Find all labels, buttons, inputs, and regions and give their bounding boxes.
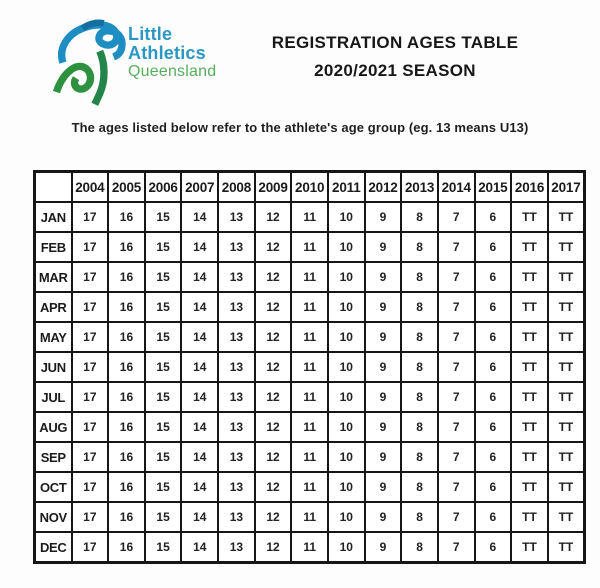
age-cell: 8 <box>401 202 438 232</box>
age-cell: 17 <box>72 442 109 472</box>
age-cell: TT <box>548 412 585 442</box>
table-row <box>35 382 585 412</box>
age-cell: 16 <box>108 292 145 322</box>
age-cell: 15 <box>145 442 182 472</box>
age-cell: 14 <box>181 232 218 262</box>
age-cell: 12 <box>255 442 292 472</box>
age-cell: 16 <box>108 352 145 382</box>
age-cell: TT <box>548 472 585 502</box>
age-cell: 13 <box>218 352 255 382</box>
age-cell: 6 <box>475 202 512 232</box>
table-row <box>35 292 585 322</box>
age-cell: 14 <box>181 442 218 472</box>
age-cell: 8 <box>401 532 438 563</box>
age-cell: 6 <box>475 442 512 472</box>
age-cell: 16 <box>108 232 145 262</box>
age-cell: 17 <box>72 502 109 532</box>
age-cell: 13 <box>218 382 255 412</box>
age-cell: 11 <box>291 292 328 322</box>
age-cell: 16 <box>108 382 145 412</box>
age-cell: 13 <box>218 292 255 322</box>
month-label: JAN <box>35 202 72 232</box>
age-cell: 15 <box>145 382 182 412</box>
title-line-1: REGISTRATION AGES TABLE <box>271 33 519 52</box>
year-header: 2008 <box>218 172 255 203</box>
ages-table-body <box>35 202 585 563</box>
table-row <box>35 502 585 532</box>
age-cell: 9 <box>365 232 402 262</box>
age-cell: 6 <box>475 352 512 382</box>
age-cell: 8 <box>401 412 438 442</box>
year-header: 2016 <box>511 172 548 203</box>
age-cell: 13 <box>218 262 255 292</box>
age-cell: 17 <box>72 352 109 382</box>
month-label: FEB <box>35 232 72 262</box>
age-cell: 12 <box>255 322 292 352</box>
age-cell: 12 <box>255 292 292 322</box>
age-cell: 11 <box>291 472 328 502</box>
age-cell: 10 <box>328 292 365 322</box>
month-label: JUL <box>35 382 72 412</box>
age-cell: 6 <box>475 382 512 412</box>
age-cell: 9 <box>365 322 402 352</box>
month-label: NOV <box>35 502 72 532</box>
table-row <box>35 472 585 502</box>
age-cell: 12 <box>255 382 292 412</box>
corner-cell <box>35 172 72 203</box>
logo-word-queensland: Queensland <box>128 63 217 80</box>
year-header: 2014 <box>438 172 475 203</box>
age-cell: 6 <box>475 502 512 532</box>
age-cell: TT <box>548 502 585 532</box>
age-cell: 8 <box>401 472 438 502</box>
age-cell: 15 <box>145 412 182 442</box>
registration-ages-table <box>33 170 586 564</box>
age-cell: 9 <box>365 352 402 382</box>
age-cell: 10 <box>328 442 365 472</box>
age-cell: 15 <box>145 352 182 382</box>
age-cell: TT <box>511 532 548 563</box>
age-cell: 12 <box>255 232 292 262</box>
age-group-note: The ages listed below refer to the athlete's age group (eg. 13 means U13) <box>71 120 529 135</box>
age-cell: 10 <box>328 382 365 412</box>
age-cell: 7 <box>438 202 475 232</box>
age-cell: 13 <box>218 412 255 442</box>
age-cell: 11 <box>291 382 328 412</box>
age-cell: TT <box>548 322 585 352</box>
age-cell: 10 <box>328 352 365 382</box>
month-label: JUN <box>35 352 72 382</box>
age-cell: 15 <box>145 202 182 232</box>
age-cell: 12 <box>255 472 292 502</box>
age-cell: 9 <box>365 532 402 563</box>
age-cell: 14 <box>181 202 218 232</box>
age-cell: 12 <box>255 202 292 232</box>
age-cell: 8 <box>401 322 438 352</box>
age-cell: TT <box>548 442 585 472</box>
age-cell: 11 <box>291 532 328 563</box>
year-header: 2017 <box>548 172 585 203</box>
age-cell: TT <box>548 202 585 232</box>
little-athletics-queensland-logo <box>52 10 242 112</box>
age-cell: TT <box>511 262 548 292</box>
age-cell: 11 <box>291 322 328 352</box>
age-cell: 11 <box>291 502 328 532</box>
age-cell: TT <box>548 292 585 322</box>
year-header-row <box>35 172 585 203</box>
age-cell: 6 <box>475 412 512 442</box>
age-cell: 16 <box>108 322 145 352</box>
age-cell: 11 <box>291 352 328 382</box>
age-cell: 6 <box>475 292 512 322</box>
age-cell: 6 <box>475 322 512 352</box>
age-cell: 7 <box>438 472 475 502</box>
month-label: SEP <box>35 442 72 472</box>
title-line-2: 2020/2021 SEASON <box>314 61 476 80</box>
month-label: AUG <box>35 412 72 442</box>
age-cell: 10 <box>328 322 365 352</box>
age-cell: 14 <box>181 262 218 292</box>
age-cell: TT <box>511 502 548 532</box>
age-cell: 12 <box>255 352 292 382</box>
age-cell: 7 <box>438 382 475 412</box>
age-cell: 8 <box>401 502 438 532</box>
age-cell: 7 <box>438 352 475 382</box>
age-cell: 7 <box>438 412 475 442</box>
age-cell: 14 <box>181 532 218 563</box>
age-cell: TT <box>548 352 585 382</box>
age-cell: 7 <box>438 442 475 472</box>
age-cell: 15 <box>145 472 182 502</box>
age-cell: 9 <box>365 292 402 322</box>
age-cell: 17 <box>72 472 109 502</box>
age-cell: 8 <box>401 292 438 322</box>
age-cell: 9 <box>365 262 402 292</box>
age-cell: 10 <box>328 262 365 292</box>
age-cell: 7 <box>438 532 475 563</box>
age-cell: 13 <box>218 322 255 352</box>
age-cell: 7 <box>438 292 475 322</box>
logo-word-athletics: Athletics <box>128 43 206 63</box>
age-cell: 13 <box>218 472 255 502</box>
age-cell: 17 <box>72 292 109 322</box>
age-cell: 11 <box>291 262 328 292</box>
month-label: MAY <box>35 322 72 352</box>
age-cell: 8 <box>401 442 438 472</box>
month-label: APR <box>35 292 72 322</box>
age-cell: TT <box>548 262 585 292</box>
age-cell: 17 <box>72 202 109 232</box>
age-cell: 16 <box>108 202 145 232</box>
age-cell: 9 <box>365 442 402 472</box>
table-row <box>35 532 585 563</box>
age-cell: 9 <box>365 502 402 532</box>
age-cell: 7 <box>438 322 475 352</box>
age-cell: 7 <box>438 502 475 532</box>
age-cell: TT <box>511 232 548 262</box>
age-cell: TT <box>511 352 548 382</box>
age-cell: 16 <box>108 412 145 442</box>
age-cell: 10 <box>328 532 365 563</box>
age-cell: TT <box>511 472 548 502</box>
age-cell: 12 <box>255 412 292 442</box>
age-cell: 13 <box>218 502 255 532</box>
table-row <box>35 412 585 442</box>
age-cell: 13 <box>218 442 255 472</box>
year-header: 2004 <box>72 172 109 203</box>
year-header: 2013 <box>401 172 438 203</box>
age-cell: 15 <box>145 262 182 292</box>
table-row <box>35 232 585 262</box>
age-cell: 9 <box>365 412 402 442</box>
age-cell: 9 <box>365 382 402 412</box>
age-cell: TT <box>511 292 548 322</box>
year-header: 2007 <box>181 172 218 203</box>
age-cell: 14 <box>181 472 218 502</box>
age-cell: 13 <box>218 232 255 262</box>
year-header: 2015 <box>475 172 512 203</box>
table-row <box>35 262 585 292</box>
age-cell: 16 <box>108 472 145 502</box>
age-cell: TT <box>511 412 548 442</box>
age-cell: 14 <box>181 382 218 412</box>
age-cell: 10 <box>328 202 365 232</box>
table-row <box>35 202 585 232</box>
age-cell: 14 <box>181 502 218 532</box>
age-cell: TT <box>548 532 585 563</box>
age-cell: 17 <box>72 382 109 412</box>
month-label: MAR <box>35 262 72 292</box>
age-cell: 6 <box>475 532 512 563</box>
age-cell: 11 <box>291 202 328 232</box>
logo-word-little: Little <box>128 24 173 44</box>
age-cell: 12 <box>255 262 292 292</box>
page-title <box>240 33 550 81</box>
age-cell: 16 <box>108 262 145 292</box>
age-cell: 10 <box>328 502 365 532</box>
year-header: 2010 <box>291 172 328 203</box>
age-cell: 15 <box>145 292 182 322</box>
age-cell: 11 <box>291 442 328 472</box>
age-cell: 17 <box>72 322 109 352</box>
age-cell: 13 <box>218 532 255 563</box>
age-cell: 7 <box>438 262 475 292</box>
table-row <box>35 442 585 472</box>
age-cell: TT <box>511 442 548 472</box>
age-cell: 7 <box>438 232 475 262</box>
age-cell: 10 <box>328 472 365 502</box>
age-cell: 15 <box>145 502 182 532</box>
year-header: 2009 <box>255 172 292 203</box>
age-cell: 17 <box>72 262 109 292</box>
age-cell: 14 <box>181 292 218 322</box>
year-header: 2012 <box>365 172 402 203</box>
age-cell: 11 <box>291 232 328 262</box>
age-cell: 9 <box>365 472 402 502</box>
year-header: 2006 <box>145 172 182 203</box>
table-row <box>35 352 585 382</box>
age-cell: 8 <box>401 352 438 382</box>
age-cell: 10 <box>328 412 365 442</box>
year-header: 2011 <box>328 172 365 203</box>
age-cell: 15 <box>145 532 182 563</box>
age-cell: TT <box>511 382 548 412</box>
age-cell: 14 <box>181 322 218 352</box>
age-cell: 14 <box>181 412 218 442</box>
age-cell: TT <box>548 382 585 412</box>
age-cell: 16 <box>108 442 145 472</box>
age-cell: 8 <box>401 382 438 412</box>
age-cell: TT <box>511 322 548 352</box>
age-cell: 12 <box>255 502 292 532</box>
age-cell: 15 <box>145 232 182 262</box>
age-cell: 6 <box>475 472 512 502</box>
age-cell: 14 <box>181 352 218 382</box>
age-cell: 15 <box>145 322 182 352</box>
age-cell: 11 <box>291 412 328 442</box>
age-cell: 12 <box>255 532 292 563</box>
age-cell: 8 <box>401 262 438 292</box>
age-cell: TT <box>548 232 585 262</box>
age-cell: 6 <box>475 262 512 292</box>
age-cell: 9 <box>365 202 402 232</box>
age-cell: 17 <box>72 532 109 563</box>
age-cell: 16 <box>108 532 145 563</box>
age-cell: 17 <box>72 412 109 442</box>
age-cell: 17 <box>72 232 109 262</box>
age-cell: 6 <box>475 232 512 262</box>
age-cell: 16 <box>108 502 145 532</box>
table-row <box>35 322 585 352</box>
age-cell: TT <box>511 202 548 232</box>
month-label: OCT <box>35 472 72 502</box>
logo-wordmark <box>128 25 216 80</box>
age-cell: 8 <box>401 232 438 262</box>
age-cell: 13 <box>218 202 255 232</box>
year-header: 2005 <box>108 172 145 203</box>
month-label: DEC <box>35 532 72 563</box>
age-cell: 10 <box>328 232 365 262</box>
ribbon-runner-icon <box>52 12 136 110</box>
